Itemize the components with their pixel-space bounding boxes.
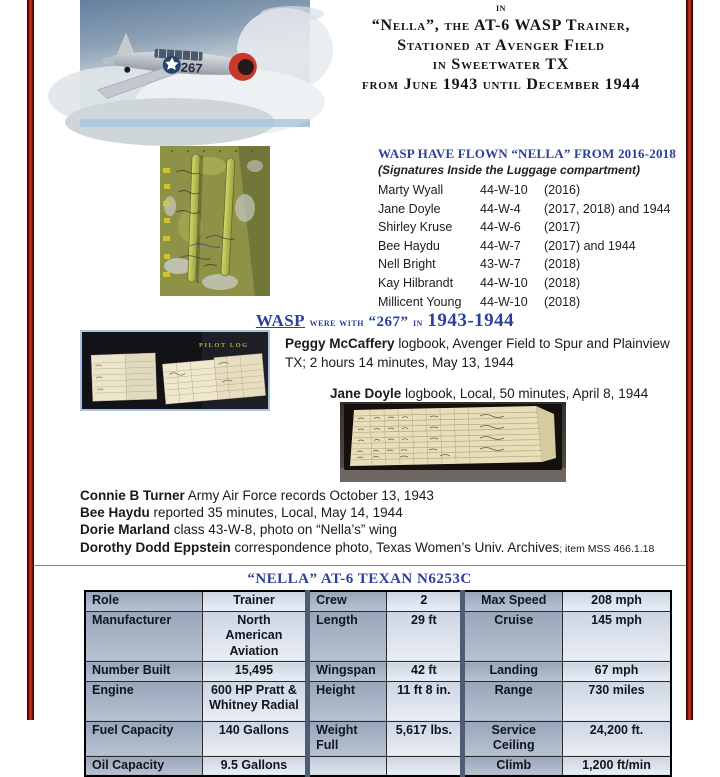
heading-word: in (412, 317, 423, 329)
pilot-name: Peggy McCaffery (285, 336, 395, 351)
signatures-title: WASP HAVE FLOWN “NELLA” FROM 2016-2018 (378, 146, 677, 161)
wasp-class: 43-W-7 (480, 257, 521, 272)
spec-value: 9.5 Gallons (202, 756, 307, 776)
heading-word: 1943-1944 (427, 310, 515, 331)
pilot-logbooks-photo (80, 330, 270, 411)
heading-word: were with (309, 317, 364, 329)
spec-label: Climb (463, 756, 563, 776)
wasp-class: 44-W-10 (480, 275, 528, 290)
wasp-years: (2018) (544, 294, 581, 309)
spec-label: Landing (463, 662, 563, 682)
spec-value: 1,200 ft/min (563, 756, 671, 776)
signatures-list (378, 184, 680, 309)
pilot-name: Connie B Turner (80, 488, 185, 503)
spec-value: 600 HP Pratt & Whitney Radial (202, 681, 307, 721)
spec-label: Service Ceiling (463, 721, 563, 756)
title-block (316, 1, 686, 94)
wasp-class: 44-W-6 (480, 220, 521, 235)
archive-item-ref: ; item MSS 466.1.18 (559, 542, 655, 555)
wasp-name: Jane Doyle (378, 201, 441, 216)
wasp-class: 44-W-7 (480, 238, 521, 253)
table-row (85, 756, 671, 776)
wasp-name: Bee Haydu (378, 238, 440, 253)
spec-label: Role (85, 591, 202, 611)
records-block (80, 487, 670, 558)
spec-label: Number Built (85, 662, 202, 682)
pilot-name: Jane Doyle (330, 386, 402, 401)
title-line: from June 1943 until December 1944 (361, 75, 641, 93)
signatures-subtitle: (Signatures Inside the Luggage compartment) (378, 163, 641, 177)
wasp-name: Shirley Kruse (378, 220, 453, 235)
airplane-photo-art (80, 0, 310, 127)
wasp-name: Kay Hilbrandt (378, 275, 454, 290)
spec-value: 730 miles (563, 681, 671, 721)
spec-label (308, 756, 387, 776)
title-line: in Sweetwater TX (432, 56, 570, 73)
wasp-name: Nell Bright (378, 257, 436, 272)
wasp-class: 44-W-4 (480, 201, 521, 216)
spec-value: 29 ft (387, 611, 463, 662)
airplane-tail-number: 267 (180, 59, 203, 77)
title-line: “Nella”, the AT-6 WASP Trainer, (371, 17, 631, 34)
peggy-caption (285, 334, 673, 372)
wasp-years: (2017) and 1944 (544, 238, 636, 253)
record-line (80, 487, 670, 504)
signatures-section (378, 146, 680, 309)
spec-table (84, 590, 672, 777)
record-line (80, 539, 670, 558)
wasp-class: 44-W-10 (480, 294, 528, 309)
spec-label: Manufacturer (85, 611, 202, 662)
pilot-name: Dorothy Dodd Eppstein (80, 539, 231, 555)
spec-label: Wingspan (308, 662, 387, 682)
record-line (80, 504, 670, 521)
caption-text: logbook, Avenger Field to Spur and Plainview TX; 2 hours 14 minutes, May 13, 1944 (285, 336, 670, 370)
spec-label: Engine (85, 681, 202, 721)
pilot-name: Bee Haydu (80, 505, 150, 521)
spec-value: Trainer (202, 591, 307, 611)
wasp-years: (2017) (544, 220, 581, 235)
pilot-name: Dorie Marland (80, 522, 171, 538)
horizontal-rule (33, 565, 686, 566)
spec-value (387, 756, 463, 776)
record-text: Army Air Force records October 13, 1943 (187, 488, 434, 503)
wasp-name: Millicent Young (378, 294, 462, 309)
caption-text: logbook, Local, 50 minutes, April 8, 1944 (405, 386, 649, 401)
spec-label: Cruise (463, 611, 563, 662)
spec-value: 145 mph (563, 611, 671, 662)
luggage-compartment-photo (160, 146, 270, 296)
title-line: Stationed at Avenger Field (397, 36, 605, 54)
wasp-years: (2018) (544, 275, 581, 290)
spec-label: Length (308, 611, 387, 662)
table-row (85, 721, 671, 756)
wasp-years: (2016) (544, 183, 581, 197)
spec-value: 15,495 (202, 662, 307, 682)
logbook-page-photo (340, 402, 566, 482)
spec-label: Crew (308, 591, 387, 611)
spec-value: 140 Gallons (202, 721, 307, 756)
wasp-267-heading (120, 310, 650, 332)
spec-value: 5,617 lbs. (387, 721, 463, 756)
spec-value: 24,200 ft. (563, 721, 671, 756)
spec-value: 11 ft 8 in. (387, 681, 463, 721)
spec-label: Oil Capacity (85, 756, 202, 776)
spec-label: Weight Full (308, 721, 387, 756)
spec-value: 42 ft (387, 662, 463, 682)
record-text: class 43-W-8, photo on “Nella’s” wing (173, 522, 397, 538)
page-border-left (27, 0, 34, 720)
table-row (85, 591, 671, 611)
record-text: reported 35 minutes, Local, May 14, 1944 (153, 505, 403, 521)
spec-value: 2 (387, 591, 463, 611)
spec-label: Fuel Capacity (85, 721, 202, 756)
record-text: correspondence photo, Texas Women’s Univ. Archives (234, 539, 560, 555)
spec-label: Max Speed (463, 591, 563, 611)
airplane-photo (80, 0, 310, 127)
heading-word: WASP (255, 311, 306, 330)
table-row (85, 681, 671, 721)
jane-caption (330, 384, 670, 403)
table-row (85, 611, 671, 662)
spec-value: North American Aviation (202, 611, 307, 662)
wasp-name: Marty Wyall (378, 183, 444, 197)
wasp-years: (2017, 2018) and 1944 (544, 201, 671, 216)
spec-value: 208 mph (563, 591, 671, 611)
spec-table-title: “NELLA” AT-6 TEXAN N6253C (247, 571, 472, 587)
page-border-right (686, 0, 693, 720)
spec-value: 67 mph (563, 662, 671, 682)
wasp-years: (2018) (544, 257, 581, 272)
wasp-class: 44-W-10 (480, 183, 528, 197)
table-row (85, 662, 671, 682)
pilot-log-cover-text: PILOT LOG (199, 342, 249, 349)
spec-label: Height (308, 681, 387, 721)
spec-label: Range (463, 681, 563, 721)
record-line (80, 521, 670, 538)
title-line: in (496, 2, 506, 14)
heading-word: “267” (368, 314, 409, 330)
